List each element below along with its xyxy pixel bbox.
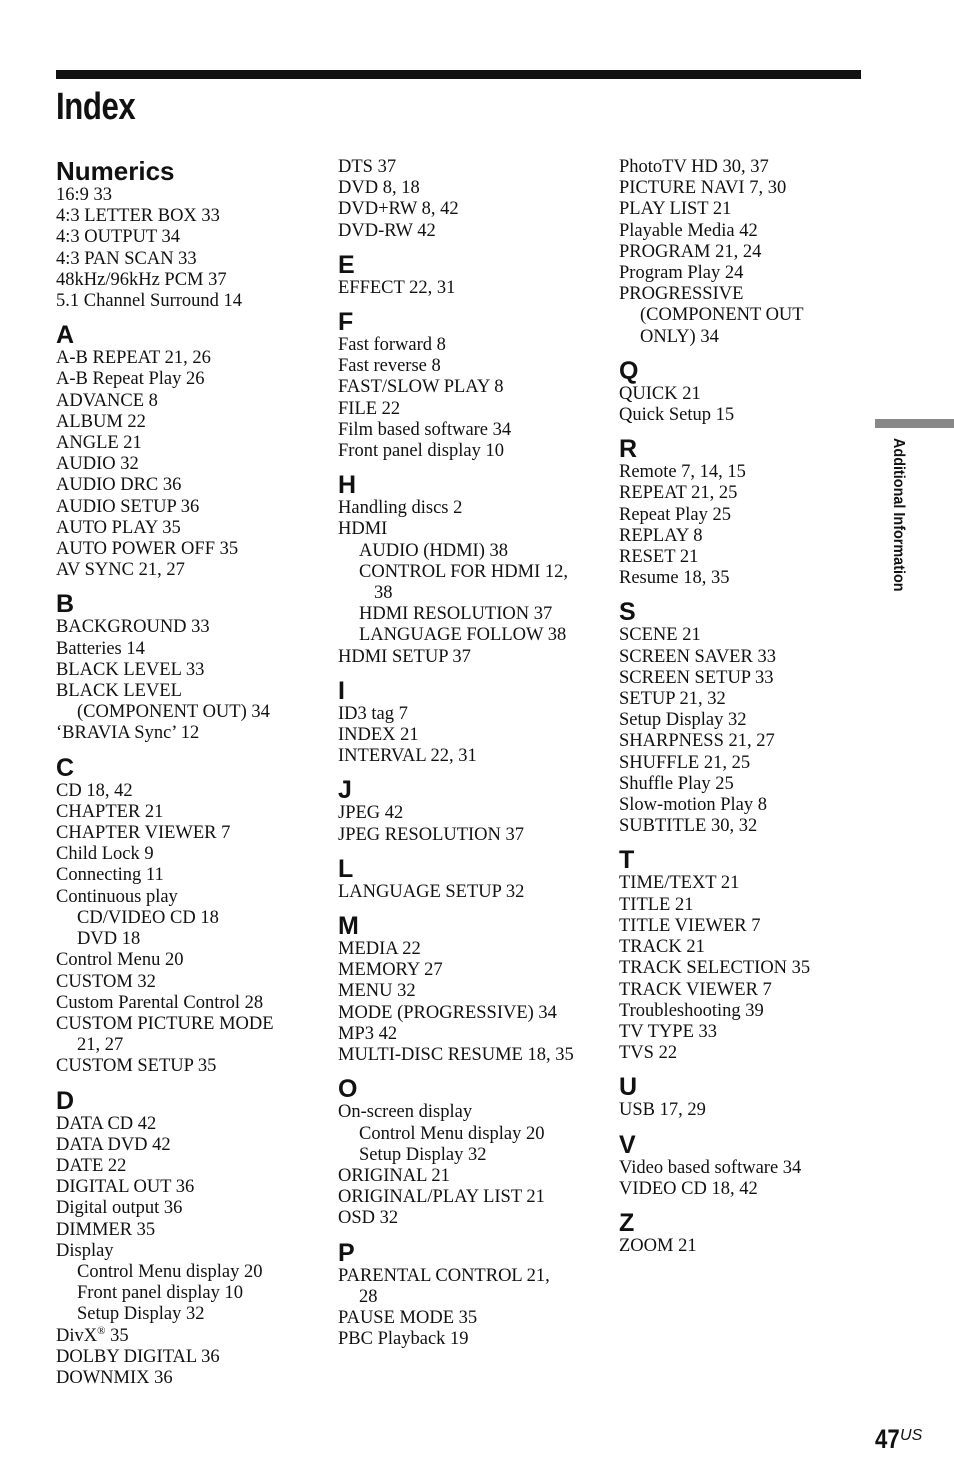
index-entry: DTS 37 [338,157,397,177]
index-entry: ORIGINAL 21 [338,1165,450,1186]
index-entry: 48kHz/96kHz PCM 37 [56,269,227,290]
index-entry: TRACK SELECTION 35 [619,958,811,979]
index-entry: Batteries 14 [56,638,145,659]
index-entry: JPEG 42 [338,803,404,824]
index-section [619,1074,881,1121]
index-entry: SUBTITLE 30, 32 [619,816,758,837]
index-entry: SCREEN SAVER 33 [619,646,776,667]
index-section [619,1132,881,1200]
index-entry: CHAPTER 21 [56,801,164,822]
index-entry: Quick Setup 15 [619,405,735,426]
index-entry: JPEG RESOLUTION 37 [338,824,525,845]
index-section [56,1088,318,1390]
index-section [619,847,881,1064]
index-entry: CD/VIDEO CD 18 [77,907,219,928]
index-entry: FILE 22 [338,398,401,419]
index-entry: Fast reverse 8 [338,356,441,377]
index-entry: BACKGROUND 33 [56,617,210,638]
index-entry: Setup Display 32 [77,1304,205,1325]
index-entry: 16:9 33 [56,185,113,205]
index-letter-heading: F [338,308,354,337]
index-section [338,1240,600,1351]
index-entry: DATA DVD 42 [56,1134,171,1155]
index-entry: A-B Repeat Play 26 [56,369,205,390]
index-section [338,678,600,768]
index-column-1 [56,157,318,1389]
page-number-value: 47 [875,1424,900,1454]
index-entry: 21, 27 [77,1035,124,1056]
index-entry: BLACK LEVEL 33 [56,659,205,680]
index-entry: ZOOM 21 [619,1235,697,1256]
index-entry: Front panel display 10 [77,1283,243,1304]
index-entry: Repeat Play 25 [619,504,732,525]
index-letter-heading: R [619,435,638,464]
index-entry: AUTO PLAY 35 [56,517,181,538]
page-number-suffix: US [900,1427,923,1444]
index-section [56,157,318,312]
index-entry: Digital output 36 [56,1198,183,1219]
index-section [338,472,600,668]
index-entry: SETUP 21, 32 [619,689,726,710]
index-letter-heading: Z [619,1208,635,1237]
index-entry: HDMI SETUP 37 [338,646,471,667]
index-entry: INDEX 21 [338,725,419,746]
index-entry: Fast forward 8 [338,335,446,356]
index-letter-heading: S [619,598,636,627]
index-entry: Continuous play [56,886,178,907]
index-column-3 [619,157,881,1257]
index-entry: DIGITAL OUT 36 [56,1177,195,1198]
index-entry: Control Menu 20 [56,950,184,971]
index-entry: DIMMER 35 [56,1219,156,1240]
index-entry: TVS 22 [619,1043,678,1064]
index-section [338,309,600,462]
index-entry: MP3 42 [338,1023,398,1044]
index-section [619,436,881,589]
index-section [56,591,318,744]
index-entry: (COMPONENT OUT [640,305,804,326]
index-entry: INTERVAL 22, 31 [338,746,477,767]
index-entry: Control Menu display 20 [359,1123,545,1144]
page-title: Index [56,86,136,128]
index-entry: DVD 8, 18 [338,178,420,199]
index-entry: A-B REPEAT 21, 26 [56,348,211,369]
index-entry: AUDIO SETUP 36 [56,496,200,517]
index-entry: DATE 22 [56,1155,127,1176]
page-number [875,1424,922,1455]
index-entry: MODE (PROGRESSIVE) 34 [338,1002,557,1023]
index-entry: PhotoTV HD 30, 37 [619,157,769,177]
registered-mark: ® [97,1324,106,1337]
index-entry: Troubleshooting 39 [619,1000,764,1021]
index-section [619,599,881,837]
index-entry: LANGUAGE FOLLOW 38 [359,625,567,646]
index-letter-heading: Numerics [56,156,175,186]
index-entry: ANGLE 21 [56,433,142,454]
index-entry: 4:3 PAN SCAN 33 [56,248,197,269]
index-section [338,913,600,1066]
index-letter-heading: Q [619,356,639,385]
index-entry: CUSTOM 32 [56,971,156,992]
index-entry: Slow-motion Play 8 [619,795,768,816]
index-entry [56,1326,318,1347]
index-letter-heading: A [56,321,75,350]
index-letter-heading: H [338,471,357,500]
index-entry: PROGRAM 21, 24 [619,241,762,262]
index-entry: CONTROL FOR HDMI 12, [359,561,568,582]
index-entry: Handling discs 2 [338,498,463,519]
section-side-label: Additional Information [890,438,907,592]
index-entry: Playable Media 42 [619,220,758,241]
index-entry: On-screen display [338,1102,473,1123]
index-entry: TITLE VIEWER 7 [619,915,761,936]
index-letter-heading: E [338,250,355,279]
index-entry: Resume 18, 35 [619,568,730,589]
index-section [619,157,881,348]
section-tab-marker [875,419,954,428]
index-section [619,358,881,426]
index-entry: PBC Playback 19 [338,1329,469,1350]
index-entry: Control Menu display 20 [77,1261,263,1282]
index-entry: PROGRESSIVE [619,284,744,305]
index-letter-heading: B [56,590,75,619]
index-entry: TRACK 21 [619,937,705,958]
index-entry: AUDIO 32 [56,454,139,475]
index-letter-heading: D [56,1086,75,1115]
index-entry: 4:3 LETTER BOX 33 [56,206,220,227]
index-entry: AUDIO DRC 36 [56,475,182,496]
index-entry: AUTO POWER OFF 35 [56,539,239,560]
index-entry: SCREEN SETUP 33 [619,667,774,688]
index-entry: PLAY LIST 21 [619,199,732,220]
index-letter-heading: M [338,912,359,941]
index-entry: REPEAT 21, 25 [619,483,738,504]
index-letter-heading: O [338,1075,358,1104]
index-entry: TRACK VIEWER 7 [619,979,772,1000]
index-entry: HDMI [338,519,388,540]
index-entry: TV TYPE 33 [619,1021,717,1042]
index-entry: VIDEO CD 18, 42 [619,1178,758,1199]
index-entry: CUSTOM PICTURE MODE [56,1013,274,1034]
index-entry: (COMPONENT OUT) 34 [77,702,270,723]
index-entry: EFFECT 22, 31 [338,277,456,298]
index-entry: TITLE 21 [619,894,694,915]
index-entry-text: DivX [56,1325,98,1346]
index-entry: TIME/TEXT 21 [619,873,740,894]
index-entry: PAUSE MODE 35 [338,1307,478,1328]
index-entry: 38 [374,583,393,604]
index-entry: SHUFFLE 21, 25 [619,752,751,773]
index-entry: USB 17, 29 [619,1100,706,1121]
index-entry: OSD 32 [338,1208,399,1229]
index-entry: Front panel display 10 [338,441,504,462]
index-entry: MEDIA 22 [338,939,421,960]
index-letter-heading: C [56,753,75,782]
index-entry-page: 35 [105,1325,129,1346]
index-entry: DOLBY DIGITAL 36 [56,1346,220,1367]
index-entry: MENU 32 [338,981,416,1002]
index-entry: Child Lock 9 [56,844,154,865]
index-letter-heading: I [338,676,345,705]
index-entry: ALBUM 22 [56,411,146,432]
index-section [338,856,600,903]
index-entry: Connecting 11 [56,865,164,886]
index-entry: 4:3 OUTPUT 34 [56,227,181,248]
index-entry: AUDIO (HDMI) 38 [359,540,509,561]
index-entry: PICTURE NAVI 7, 30 [619,178,787,199]
index-entry: MEMORY 27 [338,960,443,981]
index-entry: HDMI RESOLUTION 37 [359,604,553,625]
index-entry: RESET 21 [619,547,699,568]
index-entry: BLACK LEVEL [56,681,182,702]
index-entry: DVD+RW 8, 42 [338,199,459,220]
index-letter-heading: U [619,1073,638,1102]
index-section [338,1076,600,1229]
index-section [56,322,318,581]
index-entry: LANGUAGE SETUP 32 [338,881,525,902]
index-entry: Shuffle Play 25 [619,773,734,794]
index-entry: DOWNMIX 36 [56,1367,173,1388]
index-letter-heading: P [338,1238,355,1267]
index-entry: Custom Parental Control 28 [56,992,264,1013]
index-entry: Display [56,1240,114,1261]
index-letter-heading: L [338,854,354,883]
index-entry: ORIGINAL/PLAY LIST 21 [338,1187,545,1208]
index-entry: Program Play 24 [619,263,744,284]
index-entry: DVD-RW 42 [338,220,436,241]
index-letter-heading: V [619,1130,636,1159]
index-letter-heading: T [619,846,635,875]
index-entry: ‘BRAVIA Sync’ 12 [56,723,200,744]
index-column-2 [338,157,600,1350]
index-entry: PARENTAL CONTROL 21, [338,1265,550,1286]
index-entry: 5.1 Channel Surround 14 [56,291,243,312]
index-section [56,755,318,1078]
index-section [338,252,600,299]
index-entry: AV SYNC 21, 27 [56,560,185,581]
index-section [619,1210,881,1257]
index-letter-heading: J [338,776,352,805]
index-entry: ID3 tag 7 [338,703,408,724]
index-entry: 28 [359,1286,378,1307]
index-entry: DVD 18 [77,929,141,950]
index-entry: QUICK 21 [619,383,701,404]
index-entry: Video based software 34 [619,1157,802,1178]
index-entry: CHAPTER VIEWER 7 [56,823,231,844]
index-entry: Film based software 34 [338,419,512,440]
index-entry: MULTI-DISC RESUME 18, 35 [338,1045,574,1066]
index-entry: ONLY) 34 [640,326,719,347]
index-entry: ADVANCE 8 [56,390,158,411]
index-entry: SCENE 21 [619,625,701,646]
index-entry: Setup Display 32 [359,1144,487,1165]
index-entry: REPLAY 8 [619,525,703,546]
top-rule [56,70,861,79]
index-entry: Setup Display 32 [619,710,747,731]
index-entry: FAST/SLOW PLAY 8 [338,377,504,398]
index-entry: Remote 7, 14, 15 [619,462,746,483]
index-section [338,157,600,242]
index-section [338,777,600,845]
index-entry: SHARPNESS 21, 27 [619,731,775,752]
index-entry: DATA CD 42 [56,1113,157,1134]
index-entry: CUSTOM SETUP 35 [56,1056,217,1077]
index-entry: CD 18, 42 [56,780,133,801]
